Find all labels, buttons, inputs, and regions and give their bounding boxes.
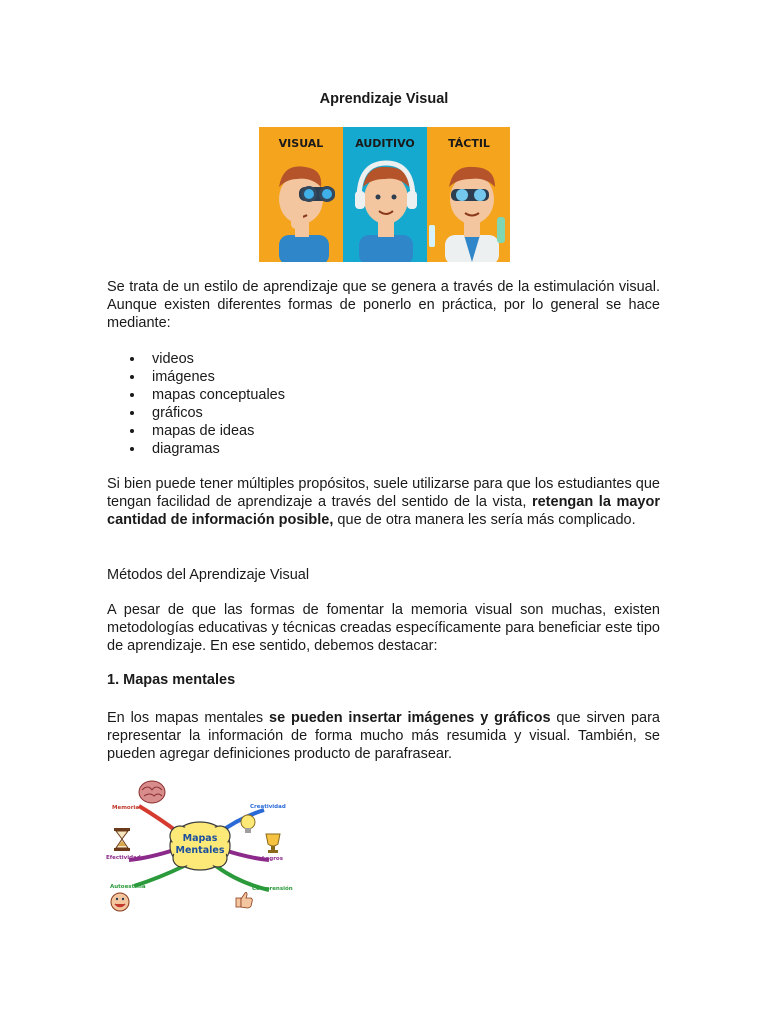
list-item: mapas de ideas [107,422,507,440]
smiling-face-icon [111,893,129,911]
intro-paragraph: Se trata de un estilo de aprendizaje que se genera a través de la estimulación visual. Aunque existen diferentes formas de ponerlo en práctica, por lo general se hace mediante: [107,279,660,331]
mind-map-illustration [104,778,296,914]
mind-map-center-cloud [170,822,230,870]
mindmap-text-end: que sirven para representar la información de forma mucho más resumida y visual. También, se pueden agregar definiciones producto de parafrasear. [107,710,660,762]
trophy-icon [266,834,280,853]
hourglass-icon [114,828,130,851]
list-item: imágenes [107,368,507,386]
list-item: gráficos [107,404,507,422]
purpose-text: Si bien puede tener múltiples propósitos, suele utilizarse para que los estudiantes que tengan facilidad de aprendizaje a través del sentido de la vista, [107,476,660,510]
learning-styles-banner [259,127,510,262]
purpose-text-end: que de otra manera les sería más complicado. [333,512,636,528]
page-title: Aprendizaje Visual [319,91,449,107]
mindmap-bold-text: se pueden insertar imágenes y gráficos [269,710,551,726]
label-efectividad: Efectividad [106,855,141,861]
methods-paragraph: A pesar de que las formas de fomentar la memoria visual son muchas, existen metodologías educativas y técnicas creadas específicamente para beneficiar este tipo de aprendizaje. En ese sentido, debemos destacar: [107,602,660,654]
mindmap-paragraph [107,709,660,763]
section-heading-mapas-mentales: 1. Mapas mentales [107,672,236,688]
methods-list [107,350,507,458]
label-logros: Logros [262,856,283,862]
learning-styles-illustration [259,127,510,262]
methods-title: Métodos del Aprendizaje Visual [107,567,310,583]
brain-icon [139,781,165,803]
banner-label-auditivo: AUDITIVO [355,137,415,150]
purpose-paragraph [107,475,660,529]
banner-label-tactil: TÁCTIL [448,137,490,150]
mindmap-text: En los mapas mentales [107,710,270,726]
thumbs-up-icon [236,892,252,908]
purpose-bold-text: retengan la mayor cantidad de información posible, [107,494,660,528]
label-creatividad: Creatividad [250,804,286,810]
center-label-line1: Mapas [182,833,218,844]
list-item: diagramas [107,440,507,458]
mind-map-figure [104,778,296,914]
center-label-line2: Mentales [175,845,225,856]
lightbulb-icon [241,815,255,833]
label-memoria: Memoria [112,805,140,811]
banner-label-visual: VISUAL [278,137,324,150]
branch-autoestima [134,866,184,886]
label-autoestima: Autoestima [110,884,146,890]
list-item: videos [107,350,507,368]
list-item: mapas conceptuales [107,386,507,404]
label-comprension: Comprensión [252,886,293,892]
